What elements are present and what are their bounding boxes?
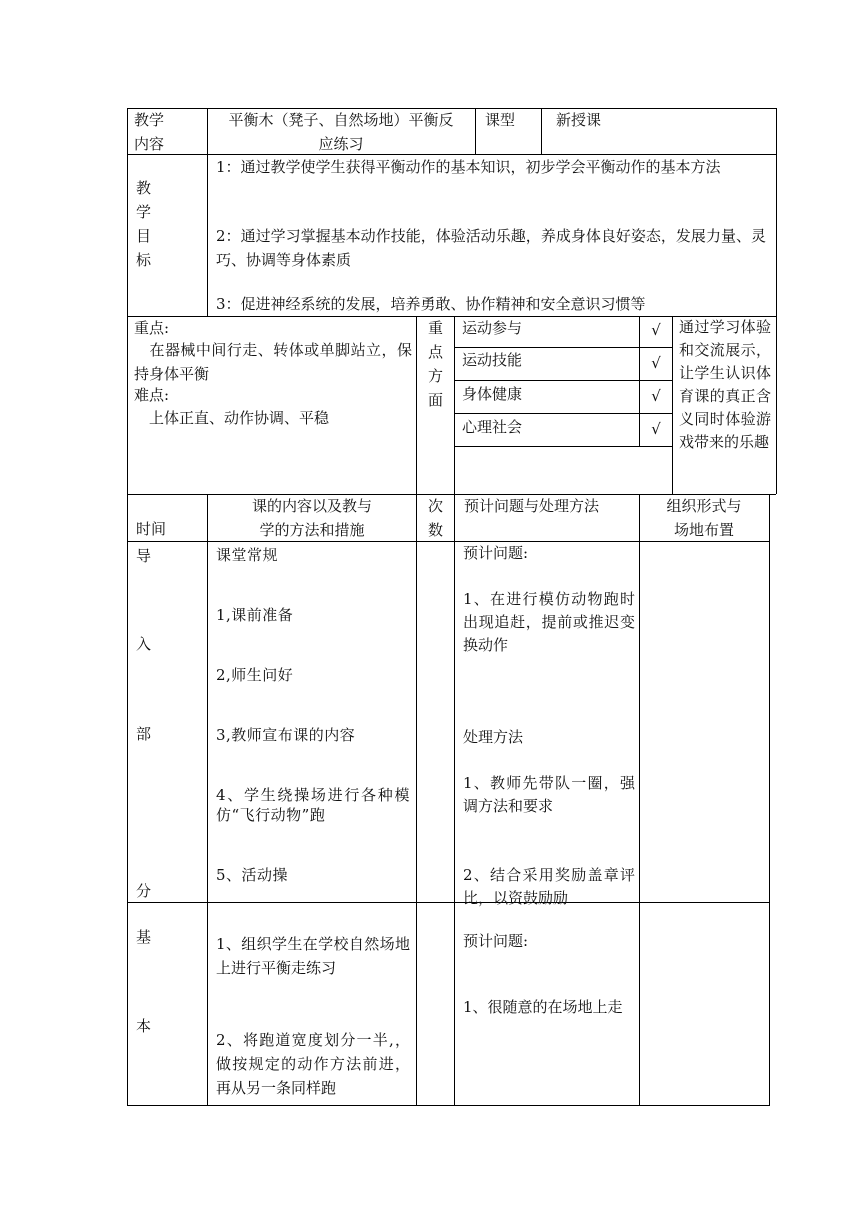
intro-problems: 预计问题: 1、在进行模仿动物跑时出现追赶，提前或推迟变换动作 处理方法 1、教师先带队一圈，强调方法和要求 2、结合采用奖励盖章评比，以资鼓励励 bbox=[463, 544, 635, 907]
type-label: 课型 bbox=[485, 111, 516, 129]
type-value: 新授课 bbox=[556, 111, 602, 129]
objective-1: 1：通过教学使学生获得平衡动作的基本知识，初步学会平衡动作的基本方法 bbox=[216, 158, 721, 176]
border-v-content bbox=[207, 108, 208, 316]
difficulty-label: 难点: bbox=[134, 386, 170, 404]
border-v-problems bbox=[454, 494, 455, 1106]
aspect-name-1: 运动参与 bbox=[462, 319, 523, 337]
key-point-label: 重点: bbox=[134, 319, 170, 337]
aspect-note: 通过学习体验和交流展示，让学生认识体育课的真正含义同时体验游戏带来的乐趣 bbox=[679, 318, 771, 451]
intro-time-4: 分 bbox=[136, 882, 152, 900]
aspect-check-3: √ bbox=[651, 387, 661, 405]
objective-2: 2：通过学习掌握基本动作技能，体验活动乐趣，养成身体良好姿态，发展力量、灵巧、协调等身体素质 bbox=[216, 227, 766, 269]
border-v-time bbox=[207, 494, 208, 1106]
intro-content: 课堂常规 1,课前准备 2,师生问好 3,教师宣布课的内容 4、学生绕操场进行各种模仿“飞行动物”跑 5、活动操 bbox=[216, 546, 410, 884]
aspect-name-4: 心理社会 bbox=[462, 418, 523, 436]
col-problems: 预计问题与处理方法 bbox=[464, 497, 600, 515]
content-value: 平衡木（凳子、自然场地）平衡反 应练习 bbox=[228, 111, 454, 153]
border-right-bottom bbox=[769, 494, 770, 1106]
objective-3: 3：促进神经系统的发展，培养勇敢、协作精神和安全意识习惯等 bbox=[216, 295, 646, 313]
basic-time-2: 本 bbox=[136, 1017, 152, 1035]
col-org: 组织形式与 场地布置 bbox=[666, 497, 742, 539]
border-left bbox=[127, 108, 128, 1106]
border-v-org bbox=[639, 494, 640, 1106]
border-v-note bbox=[672, 316, 673, 494]
col-count: 次 数 bbox=[427, 497, 443, 539]
difficulty-text: 上体正直、动作协调、平稳 bbox=[134, 409, 330, 427]
border-v-aspects bbox=[454, 316, 455, 494]
border-v-type bbox=[475, 108, 476, 154]
col-time: 时间 bbox=[136, 520, 167, 538]
aspect-name-2: 运动技能 bbox=[462, 351, 523, 369]
intro-time-3: 部 bbox=[136, 725, 152, 743]
border-right-top bbox=[776, 108, 777, 494]
aspect-name-3: 身体健康 bbox=[462, 385, 523, 403]
basic-time-1: 基 bbox=[136, 928, 152, 946]
aspect-check-1: √ bbox=[651, 321, 661, 339]
basic-content: 1、组织学生在学校自然场地上进行平衡走练习 2、将跑道宽度划分一半,，做按规定的动作方法前进，再从另一条同样跑 bbox=[216, 935, 410, 1097]
border-row5 bbox=[127, 902, 769, 903]
basic-problems: 预计问题: 1、很随意的在场地上走 bbox=[463, 932, 623, 1016]
content-label: 教学 内容 bbox=[134, 111, 165, 153]
border-v-count bbox=[416, 494, 417, 1106]
intro-time-1: 导 bbox=[136, 547, 152, 565]
aspect-check-2: √ bbox=[651, 354, 661, 372]
intro-time-2: 入 bbox=[136, 635, 152, 653]
border-bottom bbox=[127, 1105, 769, 1106]
border-v-type-value bbox=[541, 108, 542, 154]
col-content: 课的内容以及教与 学的方法和措施 bbox=[251, 497, 372, 539]
aspect-label: 重 点 方 面 bbox=[427, 319, 443, 409]
key-point-text: 在器械中间行走、转体或单脚站立，保持身体平衡 bbox=[134, 341, 412, 383]
objectives-label: 教 学 目 标 bbox=[136, 179, 152, 269]
border-aspect-4 bbox=[454, 446, 672, 447]
aspect-check-4: √ bbox=[651, 420, 661, 438]
